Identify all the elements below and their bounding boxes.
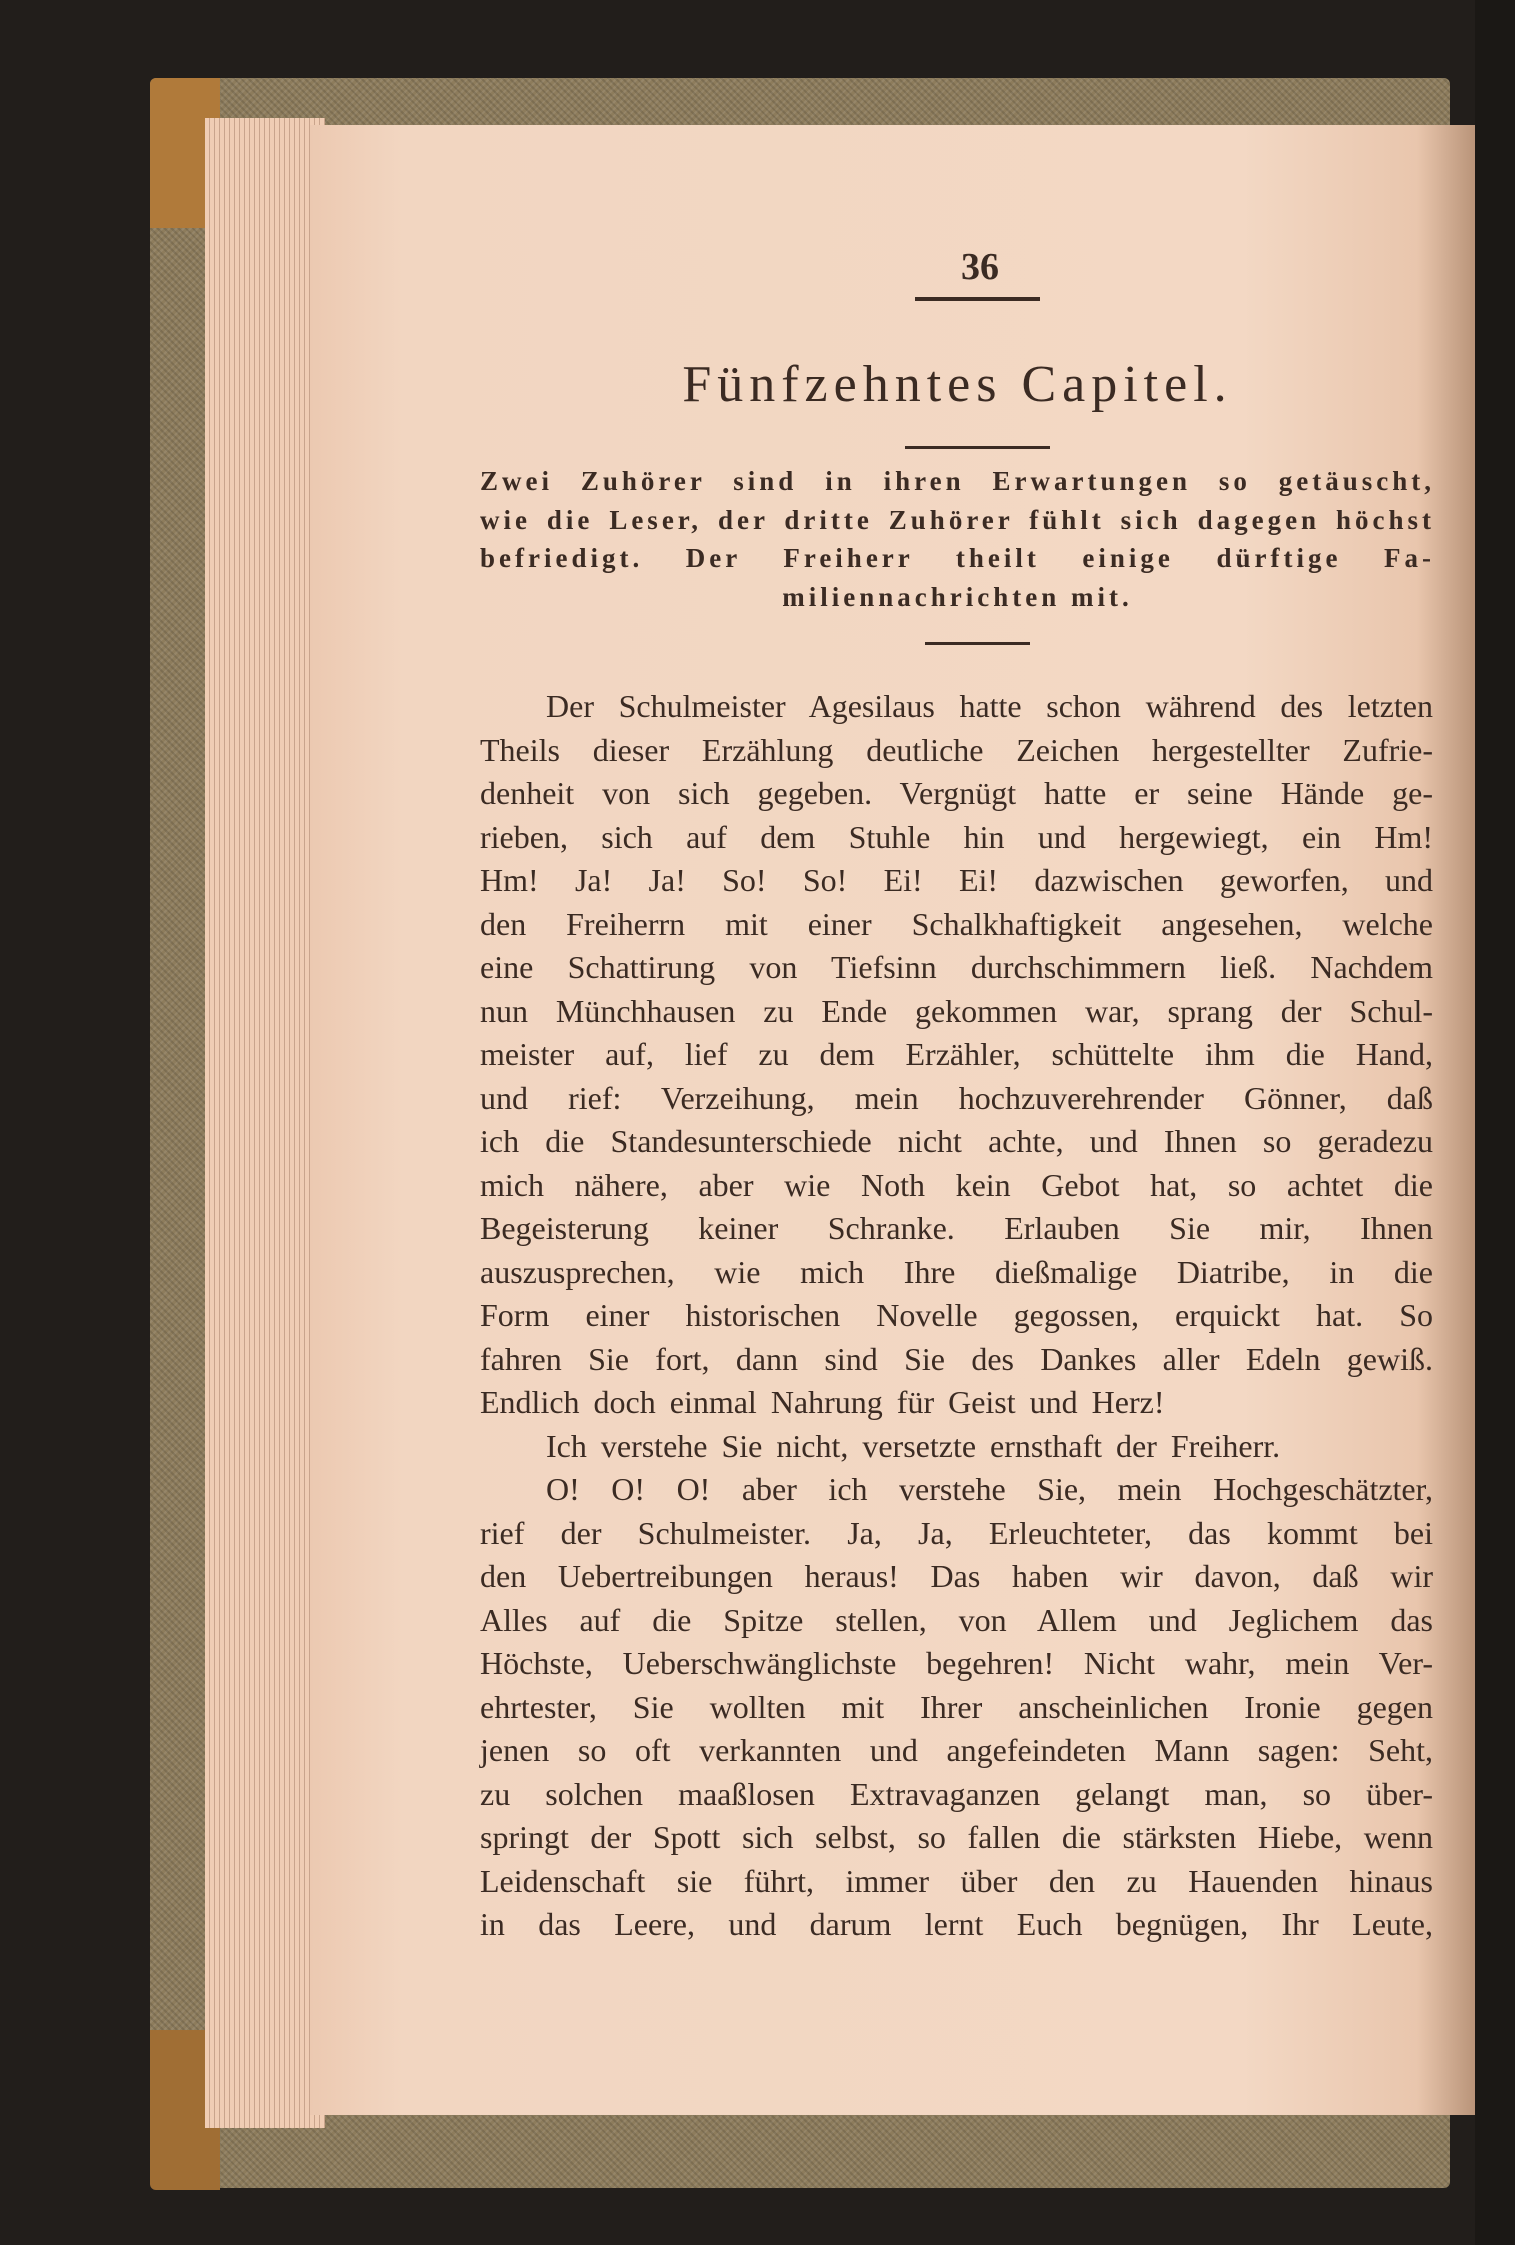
summary-line: miliennachrichten mit. bbox=[782, 581, 1133, 612]
gutter-shadow bbox=[1475, 0, 1515, 2245]
body-line: springt der Spott sich selbst, so fallen die stärksten Hiebe, wenn bbox=[480, 1819, 1433, 1855]
body-line: mich nähere, aber wie Noth kein Gebot hat, so achtet die bbox=[480, 1166, 1433, 1203]
body-line: Endlich doch einmal Nahrung für Geist und Herz! bbox=[480, 1384, 1165, 1420]
body-line: fahren Sie fort, dann sind Sie des Dankes aller Edeln gewiß. bbox=[480, 1340, 1433, 1377]
body-line: Höchste, Ueberschwänglichste begehren! Nicht wahr, mein Ver- bbox=[480, 1645, 1433, 1681]
body-line: auszusprechen, wie mich Ihre dießmalige Diatribe, in die bbox=[480, 1253, 1433, 1290]
body-line: Alles auf die Spitze stellen, von Allem und Jeglichem das bbox=[480, 1601, 1433, 1638]
page-number-rule bbox=[915, 297, 1040, 301]
body-line: eine Schattirung von Tiefsinn durchschimmern ließ. Nachdem bbox=[480, 949, 1433, 985]
body-line: nun Münchhausen zu Ende gekommen war, sprang der Schul- bbox=[480, 992, 1433, 1029]
body-text bbox=[480, 685, 1433, 1947]
body-line: Theils dieser Erzählung deutliche Zeichen hergestellter Zufrie- bbox=[480, 731, 1433, 768]
page-number: 36 bbox=[961, 246, 999, 288]
summary-line: befriedigt. Der Freiherr theilt einige dürftige Fa- bbox=[480, 543, 1435, 573]
title-divider bbox=[905, 446, 1050, 449]
body-line: Hm! Ja! Ja! So! So! Ei! Ei! dazwischen geworfen, und bbox=[480, 862, 1433, 898]
body-line: zu solchen maaßlosen Extravaganzen gelangt man, so über- bbox=[480, 1775, 1433, 1812]
body-line: in das Leere, und darum lernt Euch begnügen, Ihr Leute, bbox=[480, 1906, 1433, 1942]
summary-divider bbox=[925, 642, 1030, 645]
body-line: Ich verstehe Sie nicht, versetzte ernsthaft der Freiherr. bbox=[546, 1427, 1281, 1464]
body-line: den Uebertreibungen heraus! Das haben wir davon, daß wir bbox=[480, 1558, 1433, 1594]
body-line: Begeisterung keiner Schranke. Erlauben Sie mir, Ihnen bbox=[480, 1210, 1433, 1246]
body-line: denheit von sich gegeben. Vergnügt hatte er seine Hände ge- bbox=[480, 775, 1433, 811]
summary-line: Zwei Zuhörer sind in ihren Erwartungen so getäuscht, bbox=[480, 466, 1435, 496]
body-line: den Freiherrn mit einer Schalkhaftigkeit angesehen, welche bbox=[480, 905, 1433, 942]
body-line: O! O! O! aber ich verstehe Sie, mein Hochgeschätzter, bbox=[546, 1471, 1433, 1507]
body-line: Der Schulmeister Agesilaus hatte schon während des letzten bbox=[546, 688, 1433, 724]
summary-line: wie die Leser, der dritte Zuhörer fühlt sich dagegen höchst bbox=[480, 504, 1435, 535]
body-line: Leidenschaft sie führt, immer über den zu Hauenden hinaus bbox=[480, 1862, 1433, 1899]
body-line: rief der Schulmeister. Ja, Ja, Erleuchteter, das kommt bei bbox=[480, 1514, 1433, 1551]
page-edges bbox=[205, 118, 325, 2128]
chapter-summary bbox=[480, 462, 1435, 616]
body-line: ehrtester, Sie wollten mit Ihrer anscheinlichen Ironie gegen bbox=[480, 1688, 1433, 1725]
chapter-title: Fünfzehntes Capitel. bbox=[682, 356, 1233, 413]
body-line: und rief: Verzeihung, mein hochzuverehrender Gönner, daß bbox=[480, 1079, 1433, 1116]
body-line: ich die Standesunterschiede nicht achte, und Ihnen so geradezu bbox=[480, 1123, 1433, 1159]
body-line: Form einer historischen Novelle gegossen, erquickt hat. So bbox=[480, 1297, 1433, 1333]
body-line: jenen so oft verkannten und angefeindeten Mann sagen: Seht, bbox=[480, 1732, 1433, 1768]
body-line: rieben, sich auf dem Stuhle hin und hergewiegt, ein Hm! bbox=[480, 818, 1433, 855]
body-line: meister auf, lief zu dem Erzähler, schüttelte ihm die Hand, bbox=[480, 1036, 1433, 1072]
